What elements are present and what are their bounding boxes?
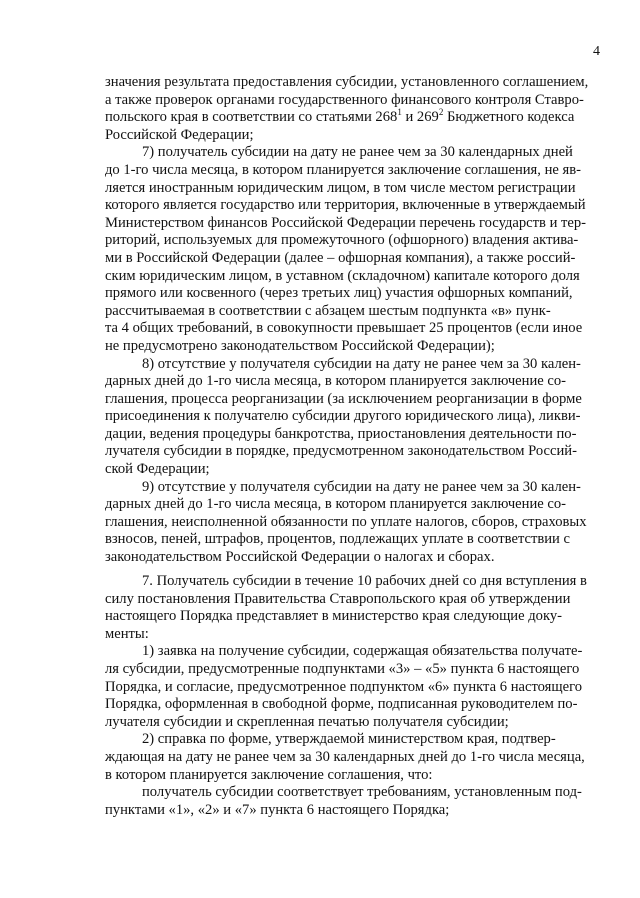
text-line: рассчитываемая в соответствии с абзацем шестым подпункта «в» пунк- bbox=[105, 302, 551, 319]
text-line: ской Федерации; bbox=[105, 461, 210, 478]
text-line: ми в Российской Федерации (далее – офшорная компания), а также россий- bbox=[105, 249, 576, 266]
superscript: 1 bbox=[397, 107, 402, 118]
text-line: дарных дней до 1-го числа месяца, в котором планируется заключение со- bbox=[105, 373, 567, 390]
text-line: Российской Федерации; bbox=[105, 126, 254, 143]
text-line: прямого или косвенного (через третьих лиц) участия офшорных компаний, bbox=[105, 285, 573, 302]
text-line: в котором планируется заключение соглашения, что: bbox=[105, 766, 433, 783]
text-line: дарных дней до 1-го числа месяца, в котором планируется заключение со- bbox=[105, 496, 567, 513]
text-line: та 4 общих требований, в совокупности превышает 25 процентов (если иное bbox=[105, 320, 583, 337]
text-line: взносов, пеней, штрафов, процентов, подлежащих уплате в соответствии с bbox=[105, 531, 570, 548]
text-line: ля субсидии, предусмотренные подпунктами «3» – «5» пункта 6 настоящего bbox=[105, 660, 580, 677]
text-line: пунктами «1», «2» и «7» пункта 6 настоящего Порядка; bbox=[105, 801, 450, 818]
text-line: Порядка, и согласие, предусмотренное подпунктом «6» пункта 6 настоящего bbox=[105, 678, 583, 695]
text-line: которого является государство или территория, включенные в утверждаемый bbox=[105, 197, 586, 214]
text-line: глашения, процесса реорганизации (за исключением реорганизации в форме bbox=[105, 390, 582, 407]
text-line: настоящего Порядка представляет в министерство края следующие доку- bbox=[105, 608, 563, 625]
text-line: лучателя субсидии в порядке, предусмотренном законодательством Россий- bbox=[105, 443, 577, 460]
text-line: ляется иностранным юридическим лицом, в том числе местом регистрации bbox=[105, 179, 576, 196]
text-line: дации, ведения процедуры банкротства, приостановления деятельности по- bbox=[105, 425, 577, 442]
text-line: глашения, неисполненной обязанности по уплате налогов, сборов, страховых bbox=[105, 513, 587, 530]
text-fragment: и 269 bbox=[401, 109, 439, 126]
text-section-documents bbox=[105, 573, 595, 819]
text-fragment: польского края в соответствии со статьями 268 bbox=[105, 109, 398, 126]
text-line: 9) отсутствие у получателя субсидии на дату не ранее чем за 30 кален- bbox=[142, 478, 581, 495]
text-line: 8) отсутствие у получателя субсидии на дату не ранее чем за 30 кален- bbox=[142, 355, 581, 372]
text-line bbox=[105, 109, 595, 127]
text-line: не предусмотрено законодательством Российской Федерации); bbox=[105, 337, 495, 354]
text-line: 7. Получатель субсидии в течение 10 рабочих дней со дня вступления в bbox=[142, 573, 587, 589]
text-line: до 1-го числа месяца, в котором планируется заключение соглашения, не яв- bbox=[105, 161, 581, 178]
text-line: присоединения к получателю субсидии другого юридического лица), ликви- bbox=[105, 408, 581, 425]
text-line: 7) получатель субсидии на дату не ранее чем за 30 календарных дней bbox=[142, 144, 573, 161]
text-line: ждающая на дату не ранее чем за 30 календарных дней до 1-го числа месяца, bbox=[105, 748, 585, 765]
text-fragment: Бюджетного кодекса bbox=[443, 109, 575, 126]
page-number: 4 bbox=[593, 44, 600, 59]
superscript: 2 bbox=[438, 107, 444, 118]
text-line: ским юридическим лицом, в уставном (складочном) капитале которого доля bbox=[105, 267, 580, 284]
text-line: лучателя субсидии и скрепленная печатью получателя субсидии; bbox=[105, 713, 509, 730]
text-section-requirements bbox=[105, 74, 595, 567]
text-line: а также проверок органами государственного финансового контроля Ставро- bbox=[105, 91, 584, 108]
text-line: силу постановления Правительства Ставропольского края об утверждении bbox=[105, 590, 571, 607]
text-line: Порядка, оформленная в свободной форме, подписанная руководителем по- bbox=[105, 696, 578, 713]
text-line: Министерством финансов Российской Федерации перечень государств и тер- bbox=[105, 214, 587, 231]
text-line: значения результата предоставления субсидии, установленного соглашением, bbox=[105, 74, 589, 90]
text-line: 2) справка по форме, утверждаемой министерством края, подтвер- bbox=[142, 731, 556, 748]
text-line: законодательством Российской Федерации о налогах и сборах. bbox=[105, 549, 495, 566]
text-line: менты: bbox=[105, 625, 149, 642]
text-line: риторий, используемых для промежуточного (офшорного) владения актива- bbox=[105, 232, 579, 249]
text-line: получатель субсидии соответствует требованиям, установленным под- bbox=[142, 784, 582, 801]
text-line: 1) заявка на получение субсидии, содержащая обязательства получате- bbox=[142, 643, 583, 660]
